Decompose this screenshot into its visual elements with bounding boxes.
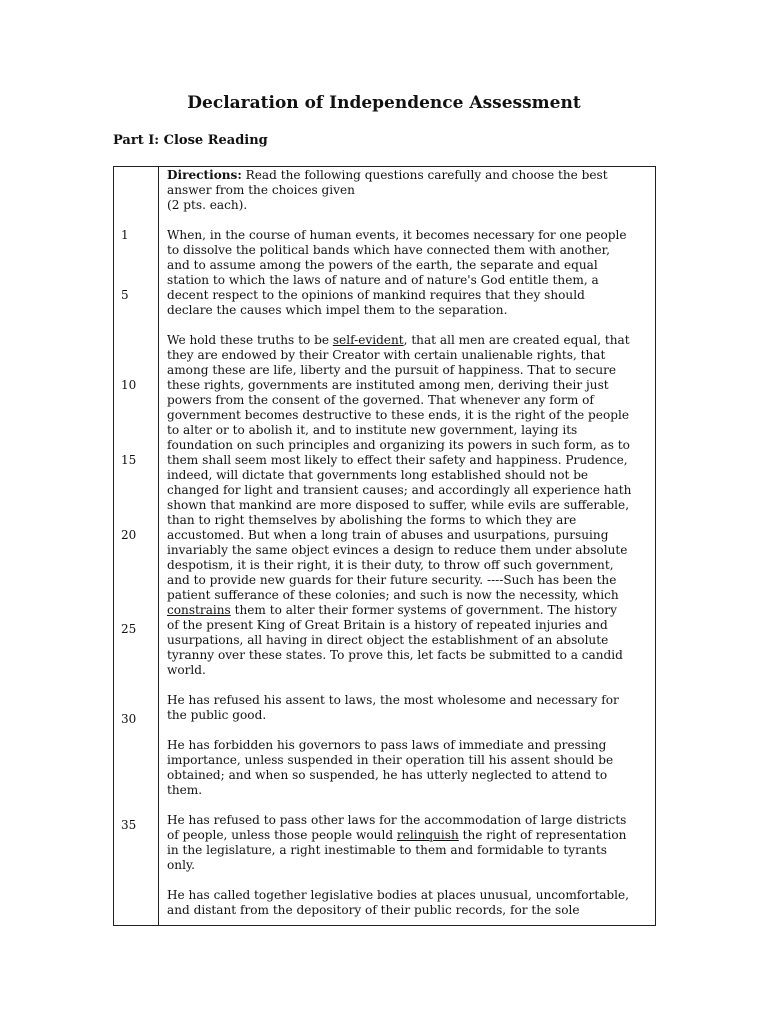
passage-line: them. <box>167 783 203 797</box>
passage-line: they are endowed by their Creator with certain unalienable rights, that <box>167 348 606 362</box>
passage-text: We hold these truths to be <box>167 333 333 347</box>
directions-text: Read the following questions carefully and choose the best <box>241 168 608 182</box>
passage-line: importance, unless suspended in their operation till his assent should be <box>167 753 614 767</box>
page-title: Declaration of Independence Assessment <box>187 93 581 113</box>
passage-text: , that all men are created equal, that <box>403 333 630 347</box>
passage-line: powers from the consent of the governed. That whenever any form of <box>167 393 594 407</box>
passage-line <box>167 603 617 618</box>
part-heading: Part I: Close Reading <box>113 133 268 148</box>
passage-line: despotism, it is their right, it is their duty, to throw off such government, <box>167 558 614 572</box>
line-number: 5 <box>121 288 129 302</box>
passage-line: foundation on such principles and organizing its powers in such form, as to <box>167 438 630 452</box>
passage-line: He has called together legislative bodies at places unusual, uncomfortable, <box>167 888 630 902</box>
passage-line: accustomed. But when a long train of abuses and usurpations, pursuing <box>167 528 609 542</box>
line-number: 1 <box>121 228 129 242</box>
passage-line <box>167 333 630 348</box>
directions-line <box>167 168 608 183</box>
passage-line: station to which the laws of nature and of nature's God entitle them, a <box>167 273 599 287</box>
passage-column <box>167 167 655 925</box>
passage-line: obtained; and when so suspended, he has utterly neglected to attend to <box>167 768 608 782</box>
line-number: 10 <box>121 378 137 392</box>
directions-label: Directions: <box>167 168 242 182</box>
passage-line: invariably the same object evinces a design to reduce them under absolute <box>167 543 628 557</box>
passage-line: them shall seem most likely to effect their safety and happiness. Prudence, <box>167 453 628 467</box>
underlined-vocabulary-word: constrains <box>167 603 231 617</box>
line-number-column <box>114 167 159 925</box>
passage-line: He has refused to pass other laws for the accommodation of large districts <box>167 813 627 827</box>
passage-line: usurpations, all having in direct object the establishment of an absolute <box>167 633 609 647</box>
passage-line: tyranny over these states. To prove this, let facts be submitted to a candid <box>167 648 623 662</box>
line-number: 20 <box>121 528 137 542</box>
directions-line: answer from the choices given <box>167 183 355 197</box>
passage-line: When, in the course of human events, it becomes necessary for one people <box>167 228 627 242</box>
passage-line <box>167 828 626 843</box>
assessment-table <box>113 166 656 926</box>
passage-line: and distant from the depository of their public records, for the sole <box>167 903 580 917</box>
passage-line: decent respect to the opinions of mankind requires that they should <box>167 288 585 302</box>
underlined-vocabulary-word: self-evident <box>332 333 404 347</box>
passage-line: among these are life, liberty and the pursuit of happiness. That to secure <box>167 363 617 377</box>
passage-line: the public good. <box>167 708 267 722</box>
passage-line: only. <box>167 858 196 872</box>
passage-line: indeed, will dictate that governments long established should not be <box>167 468 589 482</box>
passage-line: government becomes destructive to these ends, it is the right of the people <box>167 408 630 422</box>
passage-line: and to provide new guards for their future security. ----Such has been the <box>167 573 617 587</box>
passage-text: them to alter their former systems of government. The history <box>230 603 617 617</box>
passage-line: in the legislature, a right inestimable to them and formidable to tyrants <box>167 843 607 857</box>
line-number: 15 <box>121 453 137 467</box>
line-number: 30 <box>121 712 137 726</box>
passage-line: declare the causes which impel them to the separation. <box>167 303 508 317</box>
passage-line: world. <box>167 663 206 677</box>
passage-line: and to assume among the powers of the earth, the separate and equal <box>167 258 598 272</box>
passage-line: He has refused his assent to laws, the most wholesome and necessary for <box>167 693 619 707</box>
passage-line: shown that mankind are more disposed to suffer, while evils are sufferable, <box>167 498 630 512</box>
passage-line: than to right themselves by abolishing the forms to which they are <box>167 513 577 527</box>
line-number: 35 <box>121 818 137 832</box>
passage-text: the right of representation <box>458 828 627 842</box>
passage-line: changed for light and transient causes; and accordingly all experience hath <box>167 483 632 497</box>
passage-line: patient sufferance of these colonies; and such is now the necessity, which <box>167 588 619 602</box>
passage-line: to dissolve the political bands which have connected them with another, <box>167 243 610 257</box>
passage-line: these rights, governments are instituted among men, deriving their just <box>167 378 609 392</box>
passage-line: of the present King of Great Britain is a history of repeated injuries and <box>167 618 608 632</box>
underlined-vocabulary-word: relinquish <box>396 828 459 842</box>
passage-line: to alter or to abolish it, and to institute new government, laying its <box>167 423 578 437</box>
directions-line: (2 pts. each). <box>167 198 248 212</box>
passage-line: He has forbidden his governors to pass laws of immediate and pressing <box>167 738 607 752</box>
passage-text: of people, unless those people would <box>167 828 397 842</box>
line-number: 25 <box>121 622 137 636</box>
